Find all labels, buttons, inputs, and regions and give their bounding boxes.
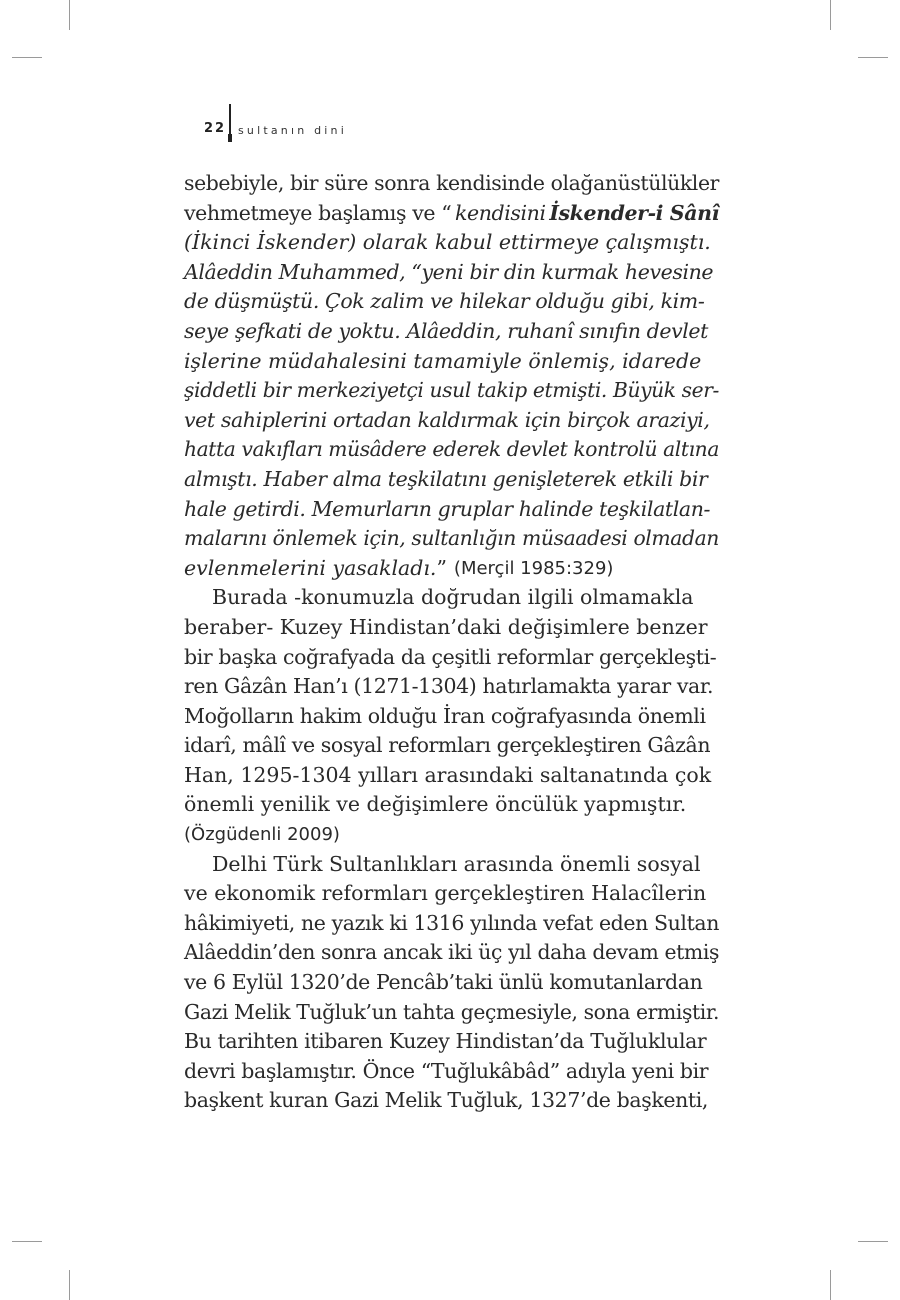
text-line: beraber- Kuzey Hindistan’daki değişimlere benzer: [184, 614, 708, 639]
text-line: bir başka coğrafyada da çeşitli reformlar gerçekleşti-: [184, 644, 717, 669]
text-line: Burada -konumuzla doğrudan ilgili olmamakla: [212, 585, 694, 610]
text-line: [184, 820, 719, 850]
text-line: (İkinci İskender) olarak kabul ettirmeye çalışmıştı.: [184, 230, 711, 255]
quote-run: evlenmelerini yasakladı.: [184, 555, 437, 580]
text-line: Bu tarihten itibaren Kuzey Hindistan’da Tuğluklular: [184, 1029, 707, 1054]
body-text: [184, 169, 719, 1116]
crop-mark-left-bottom: [12, 1241, 42, 1242]
text-line: önemli yenilik ve değişimlere öncülük yapmıştır.: [184, 792, 687, 817]
text-line: devri başlamıştır. Önce “Tuğlukâbâd” adıyla yeni bir: [184, 1058, 709, 1083]
paragraph-2: [184, 583, 719, 849]
text-line: ve 6 Eylül 1320’de Pencâb’taki ünlü komutanlardan: [184, 970, 703, 995]
text-line: Alâeddin’den sonra ancak iki üç yıl daha devam etmiş: [184, 940, 720, 965]
text-line: ren Gâzân Han’ı (1271-1304) hatırlamakta yarar var.: [184, 674, 714, 699]
text-line: Han, 1295-1304 yılları arasındaki saltanatında çok: [184, 762, 712, 787]
text-line: hale getirdi. Memurların gruplar halinde teşkilatlan-: [184, 496, 711, 521]
text-line: vet sahiplerini ortadan kaldırmak için birçok araziyi,: [184, 407, 710, 432]
text-line: hâkimiyeti, ne yazık ki 1316 yılında vefat eden Sultan: [184, 910, 719, 935]
crop-mark-left-top: [12, 57, 42, 58]
crop-mark-right-bottom: [858, 1241, 888, 1242]
paragraph-1: [184, 169, 719, 583]
bold-italic-phrase: İskender-i Sânî: [549, 200, 719, 225]
paragraph-3: [184, 850, 719, 1116]
crop-mark-bottom-left: [69, 1270, 70, 1300]
text-run: vehmetmeye başlamış ve “: [184, 200, 452, 225]
text-line: seye şefkati de yoktu. Alâeddin, ruhanî sınıfın devlet: [184, 318, 708, 343]
text-line: şiddetli bir merkeziyetçi usul takip etmişti. Büyük ser-: [184, 378, 719, 403]
citation: (Özgüdenli 2009): [184, 824, 340, 846]
closing-quote: ”: [436, 555, 447, 580]
text-line: hatta vakıfları müsâdere ederek devlet kontrolü altına: [184, 437, 719, 462]
text-line: işlerine müdahalesini tamamiyle önlemiş, idarede: [184, 348, 702, 373]
crop-mark-right-top: [858, 57, 888, 58]
text-line: sebebiyle, bir süre sonra kendisinde olağanüstülükler: [184, 171, 719, 195]
text-line: malarını önlemek için, sultanlığın müsaadesi olmadan: [184, 526, 720, 551]
page-number: 22: [204, 121, 227, 136]
text-line: ve ekonomik reformları gerçekleştiren Halacîlerin: [184, 881, 707, 906]
text-line: idarî, mâlî ve sosyal reformları gerçekleştiren Gâzân: [184, 733, 711, 758]
citation: (Merçil 1985:329): [453, 557, 614, 579]
text-line: almıştı. Haber alma teşkilatını genişleterek etkili bir: [184, 466, 708, 491]
text-line: de düşmüştü. Çok zalim ve hilekar olduğu gibi, kim-: [184, 289, 705, 314]
text-line: başkent kuran Gazi Melik Tuğluk, 1327’de başkenti,: [184, 1088, 708, 1113]
text-line: [184, 199, 719, 229]
crop-mark-top-left: [69, 0, 70, 30]
text-line: Gazi Melik Tuğluk’un tahta geçmesiyle, sona ermiştir.: [184, 999, 720, 1024]
quote-run: kendisini: [454, 200, 546, 225]
text-line: Alâeddin Muhammed, “yeni bir din kurmak hevesine: [184, 259, 714, 284]
crop-mark-top-right: [830, 0, 831, 30]
text-line: Delhi Türk Sultanlıkları arasında önemli sosyal: [212, 851, 701, 876]
header-marker: [228, 134, 232, 142]
text-line: Moğolların hakim olduğu İran coğrafyasında önemli: [184, 703, 706, 728]
running-title: sultanın dini: [238, 124, 347, 137]
crop-mark-bottom-right: [830, 1270, 831, 1300]
text-line: [184, 554, 719, 584]
